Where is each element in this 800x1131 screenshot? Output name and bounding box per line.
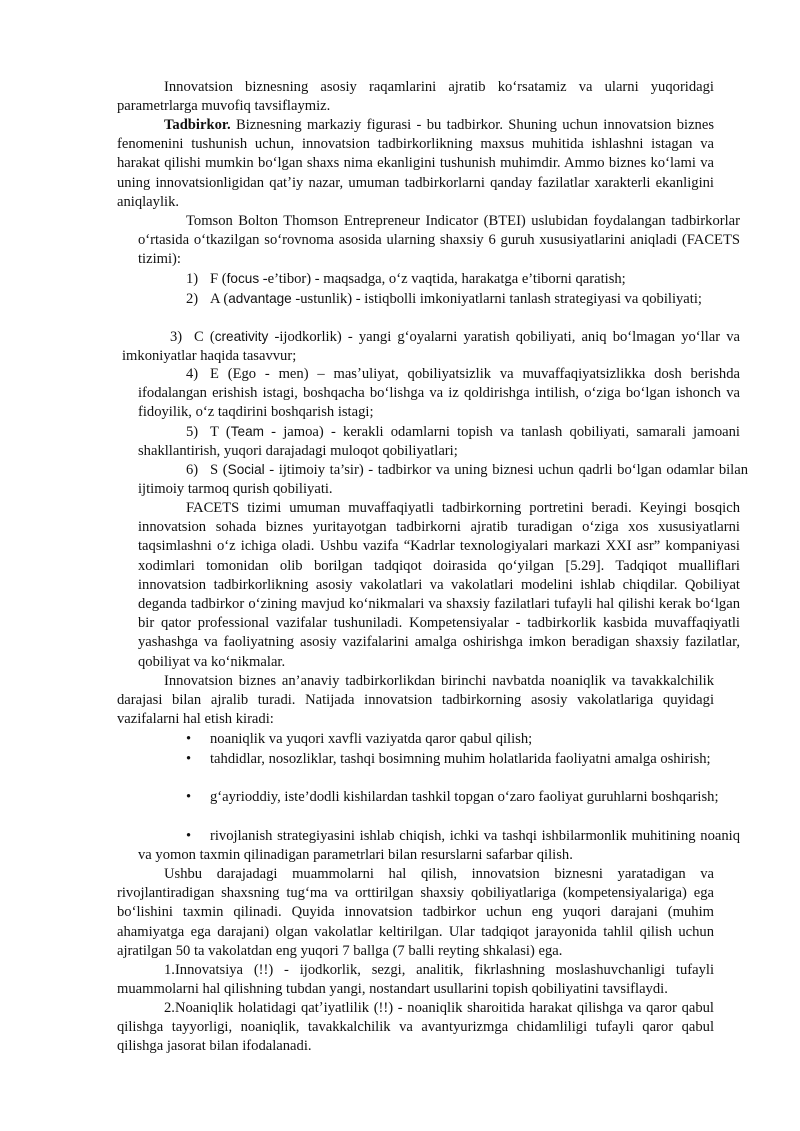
facet-description: - ijtimoiy ta’sir) - tadbirkor va uning biznesi uchun qadrli boʻlgan odamlar bilan ijtimoiy tarmoq qurish qobiliyati. <box>138 462 749 498</box>
traditional-paragraph: Innovatsion biznes an’anaviy tadbirkorlikdan birinchi navbatda noaniqlik va tavakkalchilik darajasi bilan ajralib turadi. Natijada innovatsion tadbirkorning asosiy vakolatlariga quyidagi vazifalarni hal etish kiradi: <box>117 673 714 728</box>
tadbirkor-heading: Tadbirkor. <box>164 117 231 133</box>
facet-item-2 <box>0 289 800 309</box>
bullet-icon: • <box>186 789 192 805</box>
facet-item-4 <box>0 365 800 423</box>
task-text: rivojlanish strategiyasini ishlab chiqish, ichki va tashqi ishbilarmonlik muhitining noaniq va yomon taxmin qilinadigan parametrlari bilan resurslarni safarbar qilish. <box>138 828 740 864</box>
task-item <box>0 730 800 749</box>
facets-summary-paragraph: FACETS tizimi umuman muvaffaqiyatli tadbirkorning portretini beradi. Keyingi bosqich innovatsion sohada biznes yuritayotgan tadbirkorni ajratib turadigan oʻziga xos xususiyatlarni taqsimlashni oʻz ichiga oladi. Ushbu vazifa “Kadrlar texnologiyalari markazi XXI asr” kompaniyasi xodimlari tomonidan olib borilgan tadqiqot doirasida qoʻyilgan [5.29]. Tadqiqot mualliflari innovatsion tadbirkorlikning asosiy vakolatlari va vakolatlari modelini ishlab chiqdilar. Qobiliyat deganda tadbirkor oʻzining mavjud koʻnikmalari va shaxsiy fazilatlari tufayli hal qilishi kerak boʻlgan bir qator professional vazifalar tushuniladi. Kompetensiyalar - tadbirkorlik kasbida muvaffaqiyatli yashashga va faoliyatning asosiy vazifalarini amalga oshirishga imkon beradigan shaxsiy fazilatlar, qobiliyat va koʻnikmalar. <box>138 500 740 670</box>
facet-description: - jamoa) - kerakli odamlarni topish va tanlash qobiliyati, samarali jamoani shakllantirish, yuqori darajadagi muloqot qobiliyatlari; <box>138 424 740 460</box>
ranked-item-1: 1.Innovatsiya (!!) - ijodkorlik, sezgi, analitik, fikrlashning moslashuvchanligi tufayli muammolarni hal qilishning tubdan yangi, nostandart usullarini topish qobiliyatini tavsiflaydi. <box>117 962 714 998</box>
task-text: noaniqlik va yuqori xavfli vaziyatda qaror qabul qilish; <box>210 731 533 747</box>
facet-letter: T ( <box>210 424 231 440</box>
facet-letter: C ( <box>194 329 215 345</box>
facet-letter: F ( <box>210 271 227 287</box>
bullet-icon: • <box>186 828 192 844</box>
facet-letter: A ( <box>210 291 229 307</box>
facet-letter: S ( <box>210 462 228 478</box>
facet-item-3 <box>0 327 800 366</box>
task-text: tahdidlar, nosozliklar, tashqi bosimning muhim holatlarida faoliyatni amalga oshirish; <box>210 751 711 767</box>
facet-number: 3) <box>170 329 183 345</box>
facet-item-5 <box>0 422 800 461</box>
facet-description: E (Ego - men) – masʼuliyat, qobiliyatsizlik va muvaffaqiyatsizlikka dosh berishda ifodalangan erishish istagi, boshqacha boʻlishga va iz qoldirishga intilish, oʻziga boʻlgan ishonch va fidoyilik, oʻz taqdirini boshqarish istagi; <box>138 366 740 421</box>
competencies-paragraph: Ushbu darajadagi muammolarni hal qilish, innovatsion biznesni yaratadigan va rivojlantiradigan shaxsning tugʻma va orttirilgan shaxsiy qobiliyatlariga (kompetensiyalariga) ega boʻlishini taxmin qilinadi. Quyida innovatsion tadbirkor uchun eng yuqori darajani (muhim ahamiyatga ega darajani) olgan vakolatlar keltirilgan. Ular tadqiqot jarayonida tahlil qilish uchun ajratilgan 50 ta vakolatdan eng yuqori 7 ballga (7 balli reyting shkalasi) ega. <box>117 866 714 959</box>
ranked-item-2: 2.Noaniqlik holatidagi qatʼiyatlilik (!!) - noaniqlik sharoitida harakat qilishga va qaror qabul qilishga tayyorligi, noaniqlik, tavakkalchilik va avantyurizmga chidamliligi tufayli qaror qabul qilishga jasorat bilan ifodalanadi. <box>117 1000 714 1055</box>
bullet-icon: • <box>186 751 192 767</box>
tadbirkor-paragraph <box>0 116 800 212</box>
task-item <box>0 750 800 769</box>
facet-number: 1) <box>186 271 199 287</box>
intro-paragraph: Innovatsion biznesning asosiy raqamlarini ajratib koʻrsatamiz va ularni yuqoridagi parametrlarga muvofiq tavsiflaymiz. <box>117 79 714 115</box>
facet-number: 4) <box>186 366 199 382</box>
facet-term: Team <box>230 424 264 439</box>
facet-description: -ijodkorlik) - yangi gʻoyalarni yaratish qobiliyati, aniq boʻlmagan yoʻllar va imkoniyatlar haqida tasavvur; <box>122 329 741 365</box>
tadbirkor-text: Biznesning markaziy figurasi - bu tadbirkor. Shuning uchun innovatsion biznes fenomenini tushunish uchun, innovatsion tadbirkorlikning maxsus muhitida ishlashni istagan va harakat qilishi mumkin boʻlgan shaxs nima ekanligini tushunish muhimdir. Ammo biznes koʻlami va uning innovatsionligidan qatʼiy nazar, umuman tadbirkorlarni qanday fazilatlar xarakterli ekanligini aniqlaylik. <box>117 117 714 210</box>
facet-term: creativity <box>214 329 269 344</box>
facet-term: focus <box>226 271 260 286</box>
task-item <box>0 788 800 807</box>
task-item <box>0 827 800 865</box>
task-text: gʻayrioddiy, iste’dodli kishilardan tashkil topgan oʻzaro faoliyat guruhlarni boshqarish; <box>210 789 719 805</box>
facet-item-1 <box>0 269 800 289</box>
facet-number: 5) <box>186 424 199 440</box>
facet-term: advantage <box>228 291 292 306</box>
facet-number: 2) <box>186 291 199 307</box>
facet-description: -e’tibor) - maqsadga, oʻz vaqtida, harakatga e’tiborni qaratish; <box>259 271 626 287</box>
facet-term: Social <box>227 462 265 477</box>
facet-item-6 <box>0 460 800 499</box>
facet-number: 6) <box>186 462 199 478</box>
facet-description: -ustunlik) - istiqbolli imkoniyatlarni tanlash strategiyasi va qobiliyati; <box>291 291 702 307</box>
bullet-icon: • <box>186 731 192 747</box>
btei-paragraph: Tomson Bolton Thomson Entrepreneur Indicator (BTEI) uslubidan foydalangan tadbirkorlar oʻrtasida oʻtkazilgan soʻrovnoma asosida ularning shaxsiy 6 guruh xususiyatlarini aniqladi (FACETS tizimi): <box>138 213 740 268</box>
